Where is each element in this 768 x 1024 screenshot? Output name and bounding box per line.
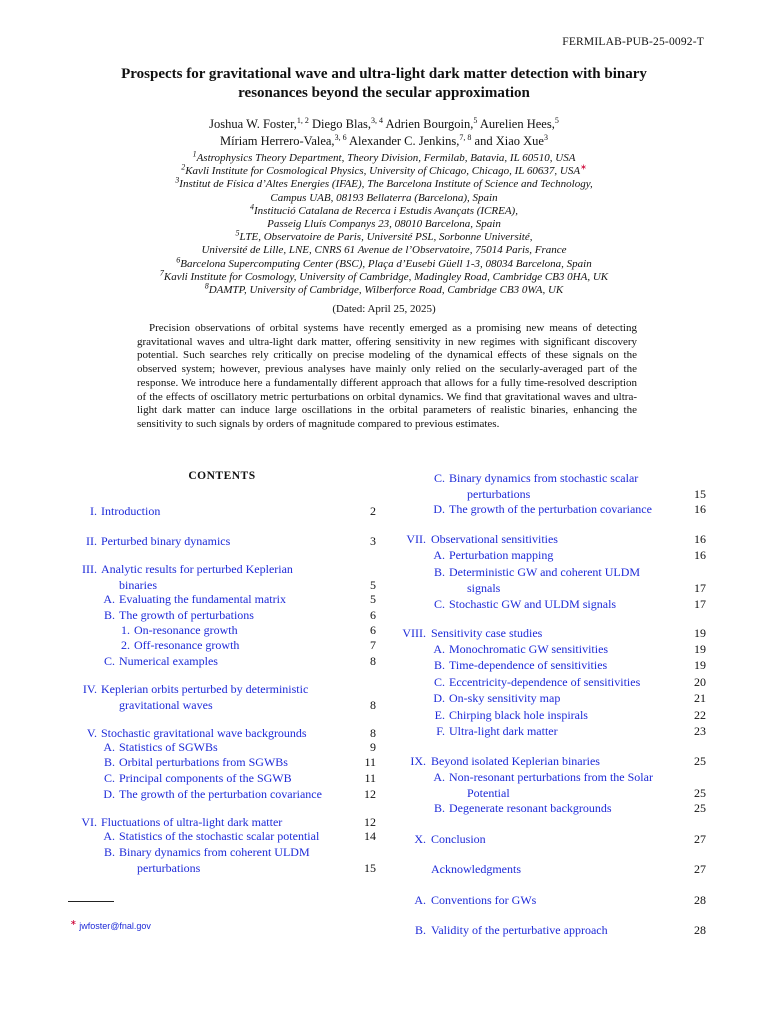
affiliation — [60, 228, 708, 244]
toc-entry-title-line[interactable]: On-sky sensitivity map — [449, 691, 561, 705]
affiliation-text: DAMTP, University of Cambridge, Wilberforce Road, Cambridge CB3 0WA, UK — [208, 284, 564, 297]
affiliation-text: LTE, Observatoire de Paris, Université PSL, Sorbonne Université, — [239, 231, 533, 244]
toc-entry-title[interactable] — [431, 893, 536, 909]
toc-entry-title[interactable] — [101, 504, 160, 520]
author-affil-ref: 3, 6 — [334, 132, 347, 142]
toc-entry-title[interactable] — [449, 724, 558, 740]
toc-entry-page: 11 — [364, 755, 376, 769]
toc-entry-title-line[interactable]: Perturbation mapping — [449, 548, 554, 562]
toc-entry-number[interactable]: D. — [433, 691, 445, 705]
toc-entry-number[interactable]: B. — [433, 565, 445, 579]
toc-entry-title-line[interactable]: Orbital perturbations from SGWBs — [119, 755, 288, 769]
toc-entry-number[interactable]: B. — [103, 755, 115, 769]
affiliation-number: 5 — [235, 228, 240, 238]
toc-entry-page: 21 — [694, 691, 706, 705]
toc-entry-title[interactable] — [431, 532, 558, 548]
toc-entry-title[interactable] — [101, 682, 308, 713]
toc-entry-title[interactable] — [449, 597, 616, 613]
toc-entry-number[interactable]: VII. — [406, 532, 426, 546]
toc-entry-title-line[interactable]: Time-dependence of sensitivities — [449, 658, 608, 672]
toc-entry-title[interactable] — [119, 771, 292, 787]
author-affil-ref: 3, 4 — [371, 115, 384, 125]
toc-entry-number[interactable]: III. — [82, 562, 97, 576]
toc-entry-title[interactable] — [449, 471, 638, 502]
affiliation — [60, 175, 708, 191]
toc-entry-title-line[interactable]: Conventions for GWs — [431, 893, 537, 907]
toc-entry-title[interactable] — [119, 740, 218, 756]
toc-entry-page: 27 — [694, 862, 706, 876]
toc-entry-page: 8 — [370, 697, 376, 712]
toc-entry-title[interactable] — [431, 923, 608, 939]
toc-entry-page: 6 — [370, 608, 376, 622]
author: Míriam Herrero-Valea, — [220, 134, 335, 148]
toc-entry-page: 25 — [694, 754, 706, 768]
toc-entry-page: 2 — [370, 504, 376, 518]
toc-entry-number[interactable]: B. — [433, 658, 445, 672]
toc-entry-page: 28 — [694, 893, 706, 907]
toc-entry-number[interactable]: F. — [436, 724, 445, 738]
toc-entry-title[interactable] — [449, 642, 608, 658]
toc-entry-title[interactable] — [134, 638, 239, 654]
toc-entry-page: 6 — [370, 623, 376, 637]
toc-entry-title-line[interactable]: Keplerian orbits perturbed by deterministic — [101, 682, 309, 696]
toc-entry-number[interactable]: A. — [103, 592, 115, 606]
toc-entry-page: 12 — [364, 815, 376, 829]
toc-entry-number[interactable]: E. — [434, 708, 445, 722]
author-affil-ref: 1, 2 — [296, 115, 309, 125]
toc-entry-title[interactable] — [431, 626, 542, 642]
toc-entry-title-line[interactable]: Eccentricity-dependence of sensitivities — [449, 675, 641, 689]
toc-entry-number[interactable]: D. — [433, 502, 445, 516]
toc-entry-page: 16 — [694, 502, 706, 516]
toc-entry-title[interactable] — [449, 801, 612, 817]
toc-entry-title-line[interactable]: The growth of the perturbation covariance — [449, 502, 652, 516]
affiliation-number: 7 — [159, 268, 164, 278]
toc-entry-title[interactable] — [431, 862, 521, 878]
toc-entry-number[interactable]: V. — [86, 726, 97, 740]
toc-entry-title-line[interactable]: Monochromatic GW sensitivities — [449, 642, 609, 656]
toc-entry-title[interactable] — [431, 832, 486, 848]
toc-entry-title-line[interactable]: Validity of the perturbative approach — [431, 923, 608, 937]
contents-heading: CONTENTS — [188, 470, 256, 482]
toc-entry-page: 14 — [364, 829, 376, 843]
affiliation-text: Institut de Física d’Altes Energies (IFAE), The Barcelona Institute of Science and Technology, — [179, 178, 593, 191]
affiliation-continued — [60, 244, 708, 257]
toc-entry-title[interactable] — [449, 548, 553, 564]
affiliation — [60, 268, 708, 284]
toc-entry-page: 9 — [370, 740, 376, 754]
toc-entry-number[interactable]: C. — [433, 597, 445, 611]
affiliation-number: 8 — [204, 281, 209, 291]
affiliation-text: Kavli Institute for Cosmological Physics, University of Chicago, Chicago, IL 60637, USA — [185, 165, 581, 178]
toc-entry-number[interactable]: C. — [103, 771, 115, 785]
affiliation-text: Passeig Lluís Companys 23, 08010 Barcelona, Spain — [267, 218, 501, 231]
affiliation-number: 3 — [175, 175, 180, 185]
toc-entry-title-line[interactable]: Binary dynamics from coherent ULDM — [119, 845, 310, 859]
author-affil-ref: 7, 8 — [459, 132, 472, 142]
affiliations — [60, 149, 708, 297]
toc-entry-title-line[interactable]: Non-resonant perturbations from the Solar — [449, 770, 653, 784]
paper-title — [60, 65, 708, 103]
title-line-2: resonances beyond the secular approximation — [238, 85, 530, 101]
email-footnote-link[interactable]: ∗ — [580, 162, 587, 172]
author-list — [60, 116, 708, 150]
toc-entry-page: 17 — [694, 580, 706, 595]
toc-entry-number[interactable]: IV. — [82, 682, 97, 696]
author: and Xiao Xue — [471, 134, 544, 148]
toc-entry-page: 23 — [694, 724, 706, 738]
toc-entry-title[interactable] — [119, 787, 322, 803]
toc-entry-title-line[interactable]: Chirping black hole inspirals — [449, 708, 588, 722]
toc-entry-title-line[interactable]: Evaluating the fundamental matrix — [119, 592, 286, 606]
toc-entry-title[interactable] — [119, 654, 218, 670]
affiliation-text: Campus UAB, 08193 Bellaterra (Barcelona), Spain — [270, 191, 498, 204]
toc-entry-page: 17 — [694, 597, 706, 611]
toc-entry-page: 5 — [370, 592, 376, 606]
affiliation — [60, 162, 708, 178]
toc-entry-title-line[interactable]: Introduction — [101, 504, 161, 518]
toc-entry-number[interactable]: A. — [414, 893, 426, 907]
toc-entry-title-line[interactable]: Numerical examples — [119, 654, 218, 668]
toc-entry-page: 8 — [370, 654, 376, 668]
toc-entry-page: 15 — [694, 486, 706, 501]
abstract: Precision observations of orbital systems have recently emerged as a promising new means of detecting gravitational waves and ultra-light dark matter, offering sensitivity in new regimes with significant discovery potential. Such searches rely critically on precise modeling of the dynamical effects of these signals on the observed system; however, previous analyses have mainly only relied on the secularly-averaged part of the response. We introduce here a fundamentally different approach that allows for a fully time-resolved description of the effects of oscillatory metric perturbations on orbital dynamics. We find that gravitational waves and ultra-light dark matter can induce large oscillations in the orbital parameters of realistic binaries, enhancing the sensitivity to such signals by orders of magnitude compared to previous estimates. — [137, 322, 637, 430]
toc-entry-title-line[interactable]: Beyond isolated Keplerian binaries — [431, 754, 600, 768]
toc-entry-title[interactable] — [119, 592, 286, 608]
affiliation — [60, 149, 708, 165]
toc-entry-title-line[interactable]: The growth of perturbations — [119, 608, 254, 622]
author-email-link[interactable]: jwfoster@fnal.gov — [79, 921, 151, 931]
toc-entry-title[interactable] — [119, 608, 254, 624]
toc-entry-title-line[interactable]: Statistics of SGWBs — [119, 740, 218, 754]
date-line: (Dated: April 25, 2025) — [332, 303, 436, 315]
toc-entry-title[interactable] — [449, 565, 640, 596]
toc-entry-title-line[interactable]: Degenerate resonant backgrounds — [449, 801, 612, 815]
toc-entry-title-line[interactable]: signals — [467, 580, 501, 595]
toc-entry-page: 15 — [364, 860, 376, 875]
toc-entry-number[interactable]: X. — [414, 832, 426, 846]
footnote-mark: ∗ — [70, 918, 77, 927]
toc-entry-title-line[interactable]: Ultra-light dark matter — [449, 724, 558, 738]
toc-entry-title-line[interactable]: Analytic results for perturbed Keplerian — [101, 562, 293, 576]
toc-entry-title[interactable] — [134, 623, 238, 639]
toc-entry-page: 25 — [694, 801, 706, 815]
author: Joshua W. Foster, — [209, 117, 297, 131]
toc-entry-title-line[interactable]: Conclusion — [431, 832, 486, 846]
toc-entry-title-line[interactable]: Sensitivity case studies — [431, 626, 543, 640]
affiliation-text: Université de Lille, LNE, CNRS 61 Avenue de l’Observatoire, 75014 Paris, France — [201, 244, 567, 257]
toc-entry-title-line[interactable]: Statistics of the stochastic scalar potential — [119, 829, 320, 843]
toc-entry-number[interactable]: C. — [433, 471, 445, 485]
toc-entry-title[interactable] — [449, 770, 653, 801]
toc-entry-page: 25 — [694, 785, 706, 800]
toc-entry-page: 8 — [370, 726, 376, 740]
toc-entry-title[interactable] — [431, 754, 600, 770]
toc-entry-number[interactable]: B. — [103, 608, 115, 622]
toc-entry-title-line[interactable]: perturbations — [137, 860, 201, 875]
toc-entry-number[interactable]: B. — [414, 923, 426, 937]
author: Alexander C. Jenkins, — [346, 134, 460, 148]
toc-entry-title-line[interactable]: Observational sensitivities — [431, 532, 558, 546]
toc-entry-page: 5 — [370, 577, 376, 592]
footnote-rule — [68, 901, 114, 902]
author: Diego Blas, — [308, 117, 372, 131]
affiliation-text: Kavli Institute for Cosmology, University of Cambridge, Madingley Road, Cambridge CB3 0HA, UK — [163, 270, 609, 283]
toc-entry-title-line[interactable]: binaries — [119, 577, 157, 592]
toc-entry-number[interactable]: D. — [103, 787, 115, 801]
toc-entry-title-line[interactable]: Perturbed binary dynamics — [101, 534, 231, 548]
toc-entry-number[interactable]: C. — [103, 654, 115, 668]
author: Aurelien Hees, — [477, 117, 555, 131]
toc-entry-title-line[interactable]: Deterministic GW and coherent ULDM — [449, 565, 641, 579]
toc-entry-number[interactable]: I. — [90, 504, 97, 518]
affiliation — [60, 202, 708, 218]
toc-entry-title-line[interactable]: Potential — [467, 785, 510, 800]
toc-entry-number[interactable]: A. — [103, 829, 115, 843]
author-affil-ref: 3 — [543, 132, 548, 142]
toc-entry-number[interactable]: A. — [103, 740, 115, 754]
toc-entry-number[interactable]: 2. — [121, 638, 130, 652]
affiliation-continued — [60, 192, 708, 205]
affiliation-number: 2 — [181, 162, 186, 172]
author-line-1 — [60, 116, 708, 133]
toc-entry-title-line[interactable]: On-resonance growth — [134, 623, 238, 637]
footnote — [70, 918, 151, 931]
toc-entry-title[interactable] — [449, 675, 640, 691]
toc-entry-title-line[interactable]: Stochastic gravitational wave backgrounds — [101, 726, 307, 740]
toc-entry-number[interactable]: VI. — [81, 815, 97, 829]
toc-entry-page: 16 — [694, 532, 706, 546]
toc-entry-page: 20 — [694, 675, 706, 689]
toc-entry-title-line[interactable]: Fluctuations of ultra-light dark matter — [101, 815, 283, 829]
affiliation-text: Astrophysics Theory Department, Theory Division, Fermilab, Batavia, IL 60510, USA — [196, 152, 576, 164]
toc-entry-page: 19 — [694, 626, 706, 640]
toc-entry-title-line[interactable]: Acknowledgments — [431, 862, 521, 876]
toc-entry-page: 19 — [694, 658, 706, 672]
affiliation-number: 1 — [192, 149, 197, 159]
toc-entry-title[interactable] — [101, 562, 293, 593]
toc-entry-title-line[interactable]: Binary dynamics from stochastic scalar — [449, 471, 639, 485]
toc-entry-title-line[interactable]: perturbations — [467, 486, 531, 501]
toc-entry-page: 3 — [370, 534, 376, 548]
toc-entry-number[interactable]: B. — [433, 801, 445, 815]
author-affil-ref: 5 — [554, 115, 559, 125]
title-line-1: Prospects for gravitational wave and ultra-light dark matter detection with binary — [121, 66, 647, 82]
toc-entry-page: 12 — [364, 787, 376, 801]
toc-entry-number[interactable]: A. — [433, 770, 445, 784]
toc-entry-title[interactable] — [119, 755, 288, 771]
toc-entry-number[interactable]: VIII. — [402, 626, 426, 640]
report-number: FERMILAB-PUB-25-0092-T — [562, 36, 704, 48]
toc-entry-number[interactable]: II. — [86, 534, 97, 548]
toc-entry-title-line[interactable]: Off-resonance growth — [134, 638, 240, 652]
affiliation-number: 6 — [176, 254, 181, 264]
affiliation — [60, 254, 708, 271]
toc-entry-number[interactable]: A. — [433, 642, 445, 656]
toc-entry-number[interactable]: 1. — [121, 623, 130, 637]
toc-entry-number[interactable]: IX. — [410, 754, 426, 768]
toc-entry-title[interactable] — [449, 691, 560, 707]
toc-entry-number[interactable]: C. — [433, 675, 445, 689]
toc-entry-title[interactable] — [449, 658, 607, 674]
toc-entry-page: 19 — [694, 642, 706, 656]
affiliation — [60, 281, 708, 297]
affiliation-text: Institució Catalana de Recerca i Estudis Avançats (ICREA), — [254, 204, 518, 217]
toc-entry-page: 11 — [364, 771, 376, 785]
toc-entry-title[interactable] — [449, 502, 652, 518]
toc-entry-page: 22 — [694, 708, 706, 722]
author: Adrien Bourgoin, — [383, 117, 474, 131]
toc-entry-page: 16 — [694, 548, 706, 562]
toc-entry-page: 28 — [694, 923, 706, 937]
toc-entry-title[interactable] — [119, 829, 319, 845]
toc-entry-page: 27 — [694, 832, 706, 846]
affiliation-continued — [60, 218, 708, 231]
toc-entry-title[interactable] — [449, 708, 588, 724]
toc-entry-number[interactable]: A. — [433, 548, 445, 562]
affiliation-number: 4 — [250, 202, 255, 212]
toc-entry-title-line[interactable]: Principal components of the SGWB — [119, 771, 292, 785]
author-line-2 — [60, 133, 708, 150]
toc-entry-title-line[interactable]: The growth of the perturbation covariance — [119, 787, 322, 801]
toc-entry-number[interactable]: B. — [103, 845, 115, 859]
toc-entry-title[interactable] — [101, 534, 230, 550]
toc-entry-title[interactable] — [119, 845, 310, 876]
toc-entry-title-line[interactable]: Stochastic GW and ULDM signals — [449, 597, 617, 611]
author-affil-ref: 5 — [473, 115, 478, 125]
toc-entry-title-line[interactable]: gravitational waves — [119, 697, 213, 712]
toc-entry-page: 7 — [370, 638, 376, 652]
affiliation-text: Barcelona Supercomputing Center (BSC), Plaça d’Eusebi Güell 1-3, 08034 Barcelona, Spain — [180, 257, 592, 270]
